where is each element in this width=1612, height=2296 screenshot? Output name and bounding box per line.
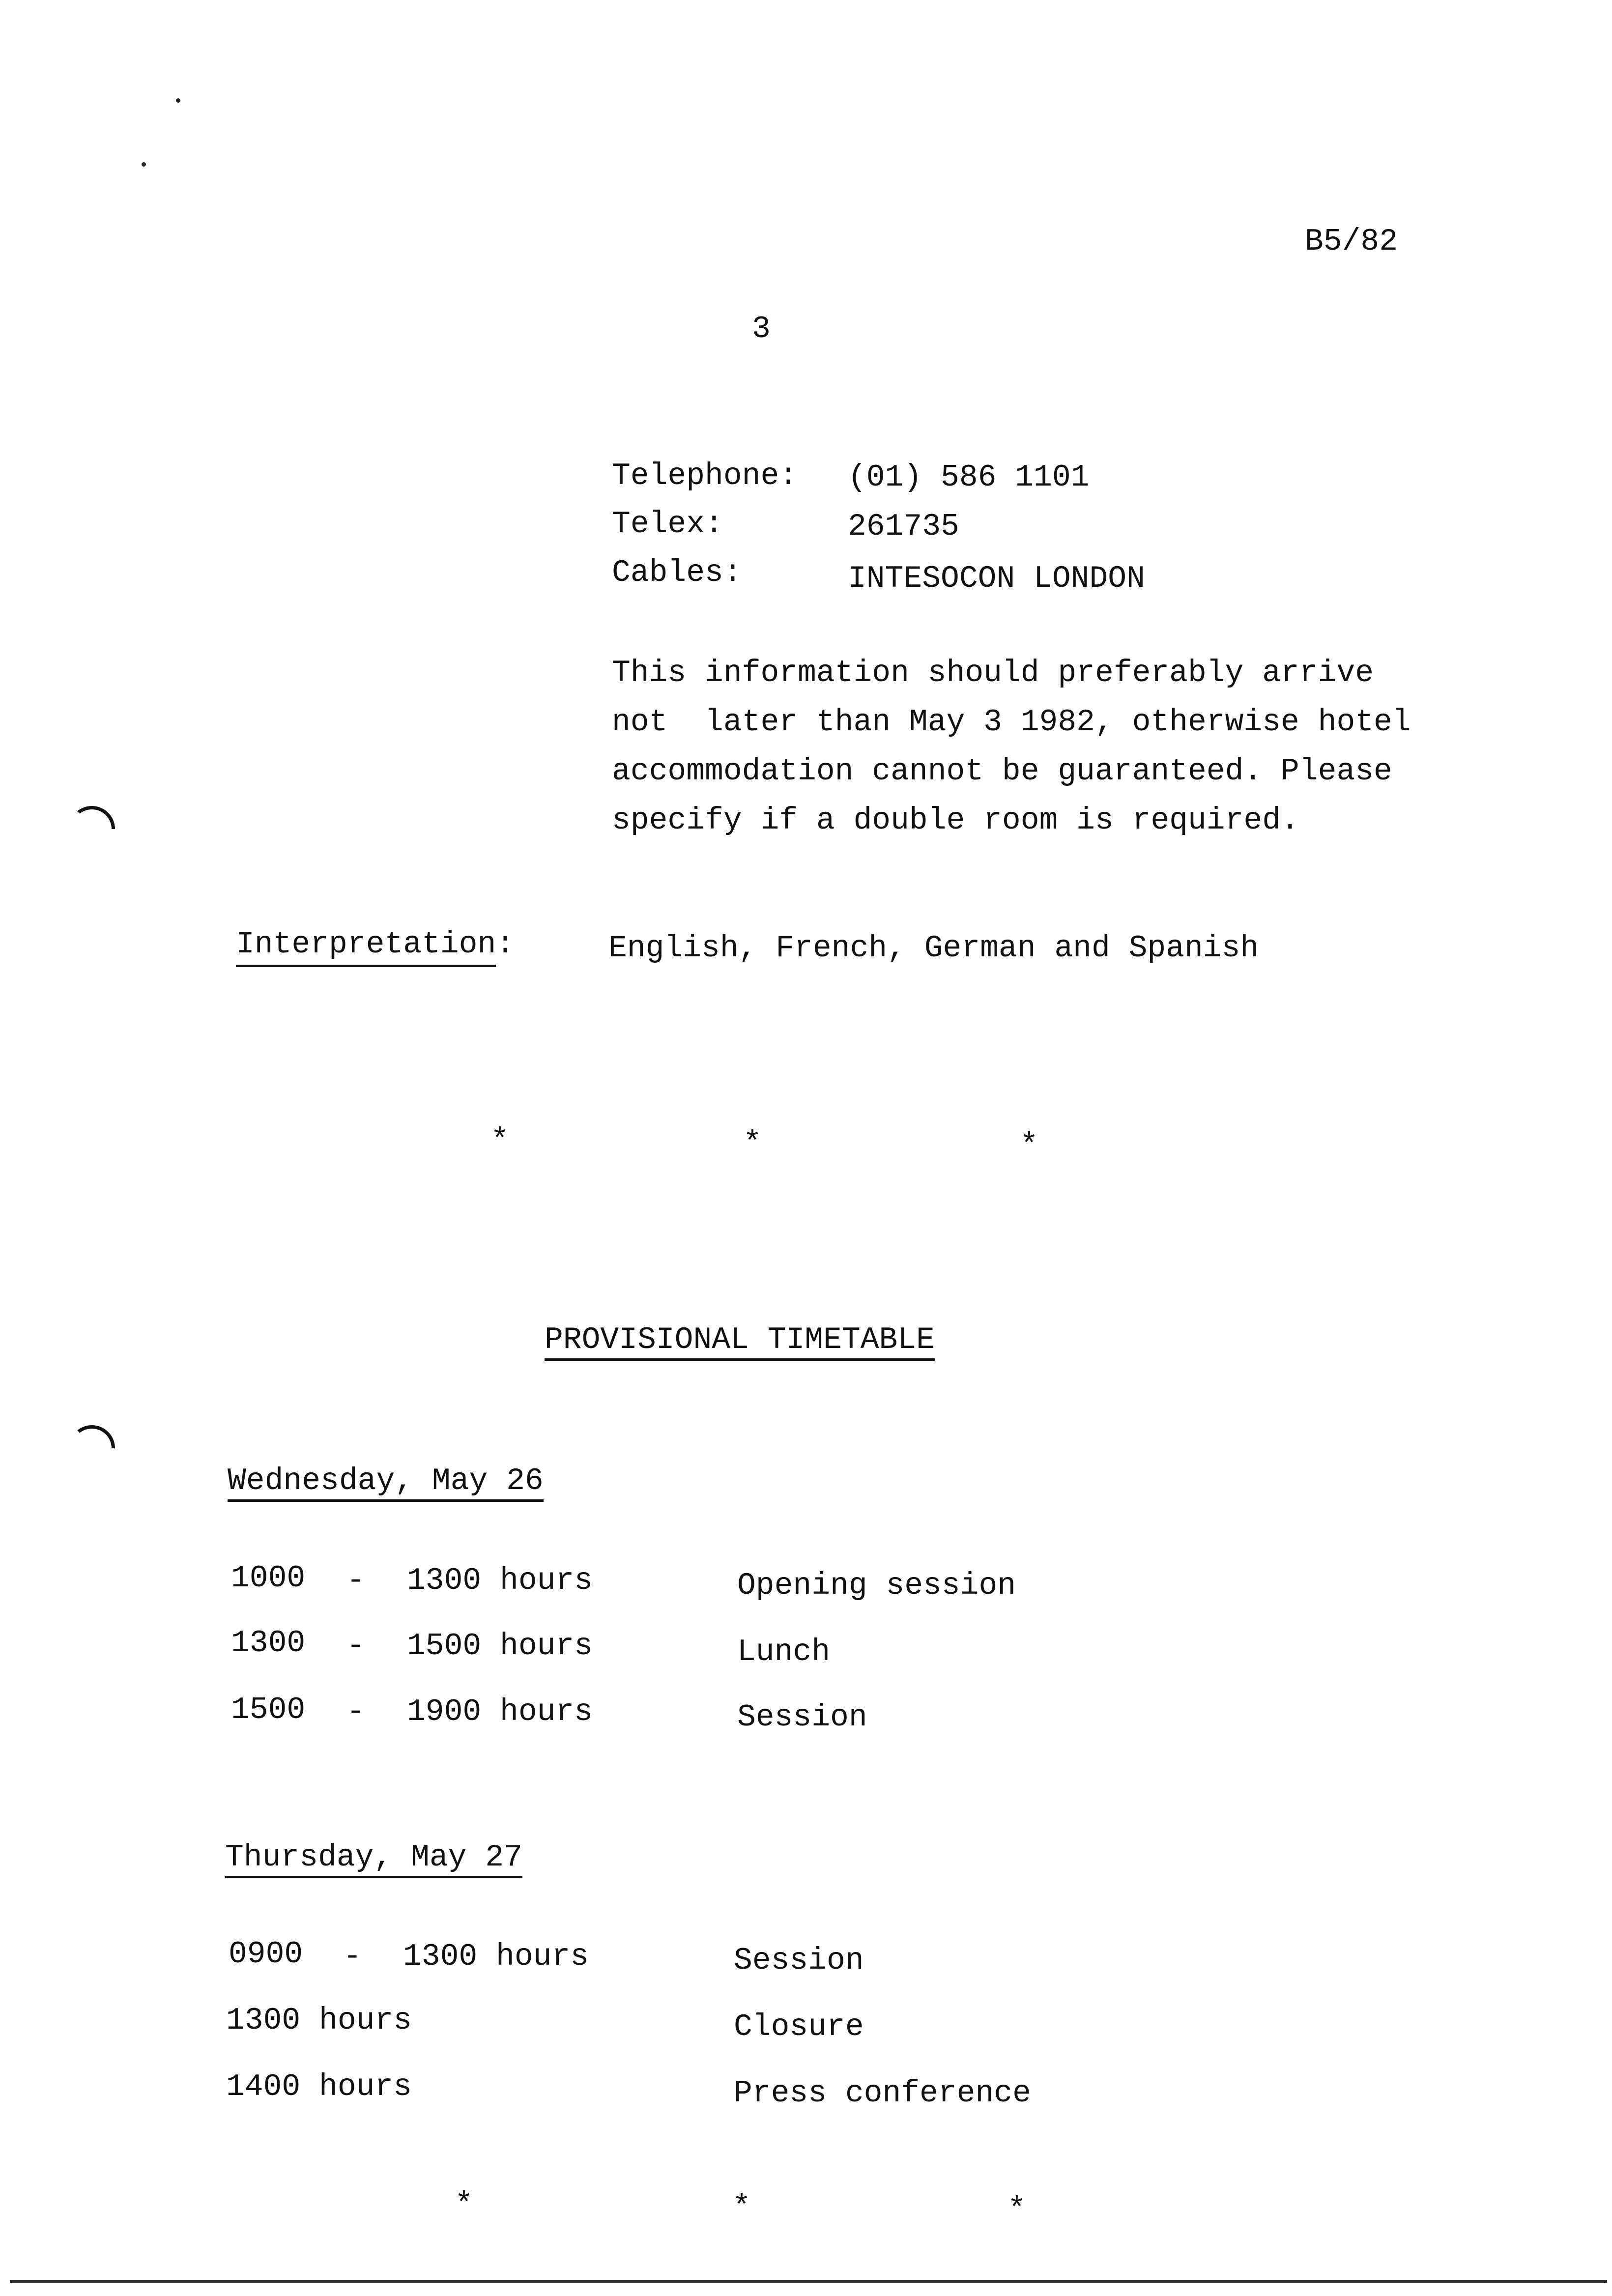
separator-star: * xyxy=(455,2187,473,2222)
contact-label-cables: Cables: xyxy=(612,555,742,590)
time-end: 1900 hours xyxy=(407,1694,593,1729)
page-number: 3 xyxy=(752,312,771,346)
separator-star: * xyxy=(1020,1128,1038,1163)
time-dash: - xyxy=(346,1629,365,1664)
page-bottom-rule xyxy=(10,2280,1607,2283)
interpretation-label-row xyxy=(236,929,515,960)
time-end: 1300 hours xyxy=(407,1563,593,1598)
contact-value-telephone: (01) 586 1101 xyxy=(848,460,1090,495)
interpretation-colon: : xyxy=(496,927,515,962)
day-heading: Thursday, May 27 xyxy=(225,1842,522,1878)
event-label: Closure xyxy=(734,2009,864,2044)
separator-star: * xyxy=(1008,2192,1026,2227)
document-reference: B5/82 xyxy=(1305,224,1398,259)
contact-value-cables: INTESOCON LONDON xyxy=(848,561,1145,596)
note-line: accommodation cannot be guaranteed. Please xyxy=(612,754,1392,789)
punch-hole-mark xyxy=(59,797,125,862)
time-start: 1300 xyxy=(231,1626,306,1661)
time-dash: - xyxy=(346,1694,365,1729)
event-label: Lunch xyxy=(737,1635,831,1669)
day-heading: Wednesday, May 26 xyxy=(228,1465,544,1502)
note-line: not later than May 3 1982, otherwise hotel xyxy=(612,705,1411,740)
event-label: Opening session xyxy=(737,1568,1016,1603)
time-start: 1000 xyxy=(231,1561,306,1596)
separator-star: * xyxy=(490,1123,509,1158)
time-start: 1400 hours xyxy=(226,2069,412,2104)
note-line: This information should preferably arrive xyxy=(612,656,1374,690)
punch-hole-mark xyxy=(59,1416,125,1481)
contact-value-telex: 261735 xyxy=(848,509,959,544)
event-label: Session xyxy=(737,1700,867,1735)
scan-speck xyxy=(142,162,146,167)
time-dash: - xyxy=(346,1563,365,1598)
time-start: 1300 hours xyxy=(226,2003,412,2038)
event-label: Session xyxy=(734,1943,864,1978)
scan-speck xyxy=(176,98,180,103)
interpretation-label: Interpretation xyxy=(236,927,496,967)
separator-star: * xyxy=(732,2190,751,2225)
time-start: 0900 xyxy=(229,1937,303,1972)
timetable-title: PROVISIONAL TIMETABLE xyxy=(545,1324,935,1361)
time-end: 1500 hours xyxy=(407,1629,593,1664)
contact-label-telephone: Telephone: xyxy=(612,459,798,493)
time-start: 1500 xyxy=(231,1693,306,1727)
separator-star: * xyxy=(743,1126,762,1161)
contact-label-telex: Telex: xyxy=(612,507,723,542)
note-line: specify if a double room is required. xyxy=(612,803,1299,838)
interpretation-languages: English, French, German and Spanish xyxy=(608,931,1259,966)
time-end: 1300 hours xyxy=(403,1939,589,1974)
event-label: Press conference xyxy=(734,2076,1031,2111)
time-dash: - xyxy=(343,1939,362,1974)
